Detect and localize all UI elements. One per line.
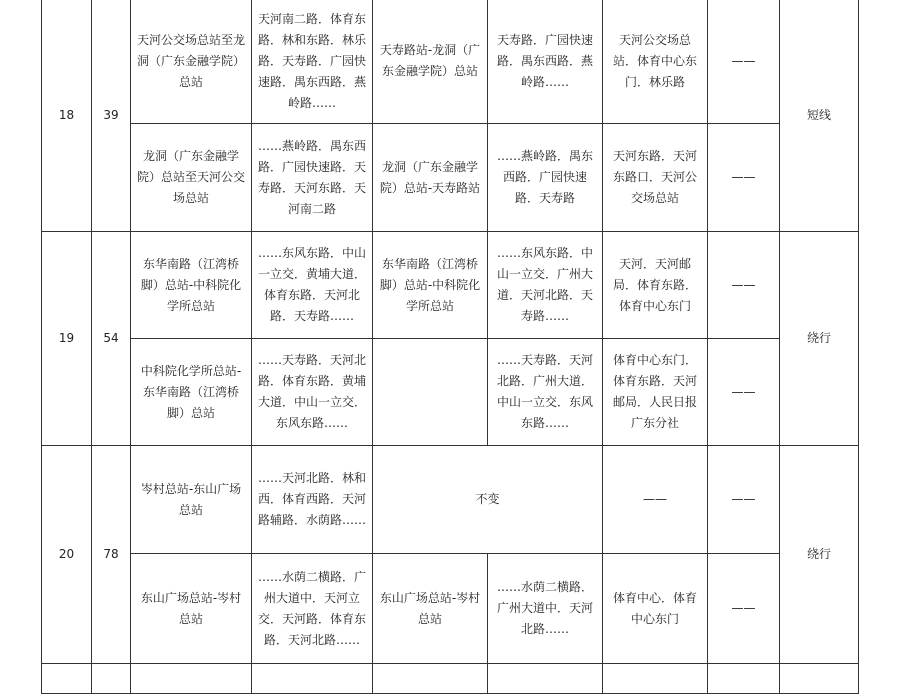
terminus-cell: 东华南路（江湾桥脚）总站-中科院化学所总站 bbox=[131, 232, 252, 339]
new-terminus-cell: 东华南路（江湾桥脚）总站-中科院化学所总站 bbox=[373, 232, 488, 339]
removed-stops-cell: 天河．天河邮局．体育东路．体育中心东门 bbox=[603, 232, 708, 339]
new-route-cell: 天寿路．广园快速路．禺东西路．燕岭路…… bbox=[488, 0, 603, 124]
new-terminus-cell: 天寿路站-龙洞（广东金融学院）总站 bbox=[373, 0, 488, 124]
new-route-cell: ……东风东路．中山一立交．广州大道．天河北路．天寿路…… bbox=[488, 232, 603, 339]
old-route-cell: ……天河北路．林和西．体育西路．天河路辅路．水荫路…… bbox=[252, 446, 373, 554]
remark-cell: 短线 bbox=[780, 0, 859, 232]
new-route-cell: ……天寿路．天河北路．广州大道．中山一立交．东风东路…… bbox=[488, 339, 603, 446]
new-terminus-cell bbox=[373, 339, 488, 446]
terminus-cell: 天河公交场总站至龙洞（广东金融学院）总站 bbox=[131, 0, 252, 124]
added-stops-cell: —— bbox=[708, 339, 780, 446]
seq-cell: 20 bbox=[42, 446, 92, 664]
removed-stops-cell: 天河公交场总站．体育中心东门．林乐路 bbox=[603, 0, 708, 124]
new-route-cell: ……水荫二横路．广州大道中．天河北路…… bbox=[488, 554, 603, 664]
terminus-cell: 龙洞（广东金融学院）总站至天河公交场总站 bbox=[131, 124, 252, 232]
old-route-cell: ……燕岭路．禺东西路．广园快速路．天寿路．天河东路．天河南二路 bbox=[252, 124, 373, 232]
table-row bbox=[42, 554, 859, 664]
route-number-cell: 39 bbox=[92, 0, 131, 232]
old-route-cell: ……东风东路．中山一立交．黄埔大道．体育东路．天河北路．天寿路…… bbox=[252, 232, 373, 339]
removed-stops-cell: 天河东路．天河东路口．天河公交场总站 bbox=[603, 124, 708, 232]
table-row bbox=[42, 0, 859, 124]
added-stops-cell: —— bbox=[708, 232, 780, 339]
old-route-cell: 天河南二路．体育东路．林和东路．林乐路．天寿路．广园快速路．禺东西路．燕岭路…… bbox=[252, 0, 373, 124]
added-stops-cell: —— bbox=[708, 446, 780, 554]
route-adjustment-table bbox=[41, 0, 859, 694]
terminus-cell: 中科院化学所总站-东华南路（江湾桥脚）总站 bbox=[131, 339, 252, 446]
new-route-cell: ……燕岭路．禺东西路．广园快速路．天寿路 bbox=[488, 124, 603, 232]
seq-cell: 19 bbox=[42, 232, 92, 446]
table-row bbox=[42, 446, 859, 554]
new-terminus-cell: 龙洞（广东金融学院）总站-天寿路站 bbox=[373, 124, 488, 232]
table-row bbox=[42, 339, 859, 446]
removed-stops-cell: 体育中心．体育中心东门 bbox=[603, 554, 708, 664]
added-stops-cell: —— bbox=[708, 124, 780, 232]
route-number-cell: 78 bbox=[92, 446, 131, 664]
removed-stops-cell: —— bbox=[603, 446, 708, 554]
added-stops-cell: —— bbox=[708, 554, 780, 664]
added-stops-cell: —— bbox=[708, 0, 780, 124]
old-route-cell: ……水荫二横路．广州大道中．天河立交．天河路．体育东路．天河北路…… bbox=[252, 554, 373, 664]
remark-cell: 绕行 bbox=[780, 232, 859, 446]
table-row bbox=[42, 232, 859, 339]
terminus-cell: 岑村总站-东山广场总站 bbox=[131, 446, 252, 554]
terminus-cell: 东山广场总站-岑村总站 bbox=[131, 554, 252, 664]
old-route-cell: ……天寿路．天河北路．体育东路．黄埔大道．中山一立交．东风东路…… bbox=[252, 339, 373, 446]
route-number-cell: 54 bbox=[92, 232, 131, 446]
unchanged-cell: 不变 bbox=[373, 446, 603, 554]
seq-cell: 18 bbox=[42, 0, 92, 232]
new-terminus-cell: 东山广场总站-岑村总站 bbox=[373, 554, 488, 664]
removed-stops-cell: 体育中心东门．体育东路．天河邮局．人民日报广东分社 bbox=[603, 339, 708, 446]
table-row bbox=[42, 664, 859, 694]
remark-cell: 绕行 bbox=[780, 446, 859, 664]
table-row bbox=[42, 124, 859, 232]
